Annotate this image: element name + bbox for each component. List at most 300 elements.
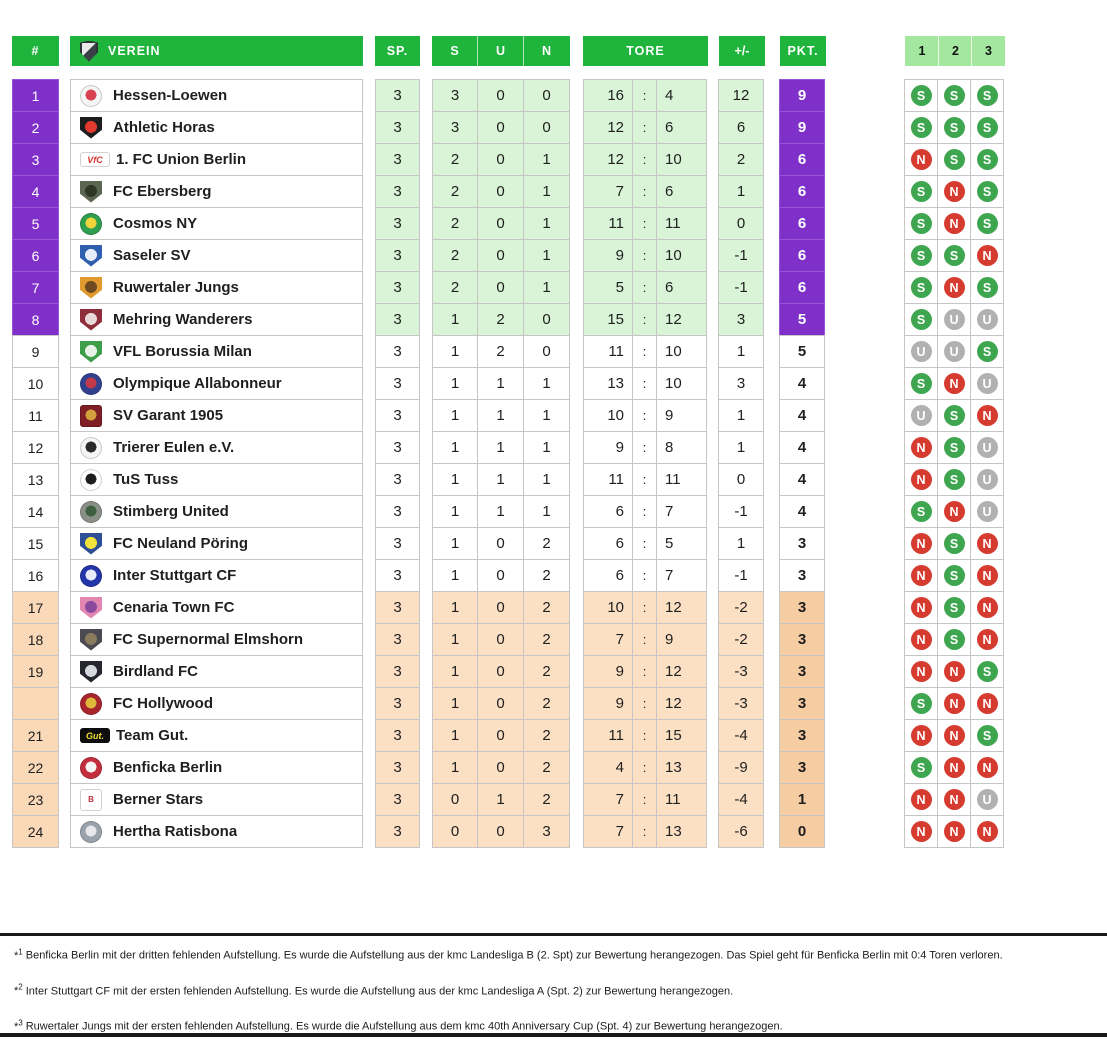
result-badge: U (911, 341, 932, 362)
wins-cell: 2 (432, 143, 478, 176)
goals-separator: : (632, 559, 657, 592)
goals-for-cell: 15 (583, 303, 633, 336)
team-name: FC Neuland Pöring (113, 535, 248, 552)
losses-cell: 1 (523, 367, 570, 400)
result-badge: U (944, 341, 965, 362)
result-badge: S (944, 437, 965, 458)
team-logo-icon: Gut. (80, 728, 110, 743)
team-cell[interactable] (70, 623, 363, 656)
result-badge: S (944, 629, 965, 650)
goals-for-cell: 7 (583, 783, 633, 816)
team-cell[interactable] (70, 111, 363, 144)
wins-cell: 1 (432, 463, 478, 496)
result-badge: S (977, 149, 998, 170)
header-draws: U (477, 36, 524, 66)
goal-diff-cell: -1 (718, 495, 764, 528)
form-cell-1 (904, 79, 938, 112)
footnote-2: *$^2$ Inter Stuttgart CF mit der ersten fehlenden Aufstellung. Es wurde die Aufstellung aus der kmc Landesliga A (Spt. 2) zur Bewertung herangezogen. (14, 982, 734, 998)
losses-cell: 3 (523, 815, 570, 848)
team-cell[interactable] (70, 143, 363, 176)
position-cell: 22 (12, 751, 59, 784)
team-logo-icon (80, 821, 102, 843)
result-badge: S (944, 149, 965, 170)
header-goal-diff: +/- (719, 36, 765, 66)
position-cell: 3 (12, 143, 59, 176)
form-cell-2 (937, 239, 971, 272)
goals-for-cell: 13 (583, 367, 633, 400)
goals-separator: : (632, 239, 657, 272)
matches-cell: 3 (375, 399, 420, 432)
team-name: Saseler SV (113, 247, 191, 264)
form-cell-3 (970, 431, 1004, 464)
form-cell-2 (937, 783, 971, 816)
form-cell-1 (904, 687, 938, 720)
goal-diff-cell: -3 (718, 687, 764, 720)
goals-against-cell: 13 (656, 751, 707, 784)
position-cell: 21 (12, 719, 59, 752)
form-cell-3 (970, 815, 1004, 848)
goals-separator: : (632, 783, 657, 816)
team-cell[interactable] (70, 335, 363, 368)
goals-against-cell: 9 (656, 399, 707, 432)
position-cell: 7 (12, 271, 59, 304)
table-row (12, 335, 1004, 368)
goals-for-cell: 7 (583, 623, 633, 656)
losses-cell: 1 (523, 207, 570, 240)
table-row (12, 143, 1004, 176)
draws-cell: 1 (477, 783, 524, 816)
bottom-border (0, 1033, 1107, 1037)
goal-diff-cell: 1 (718, 399, 764, 432)
goal-diff-cell: 3 (718, 367, 764, 400)
points-cell: 6 (779, 239, 825, 272)
result-badge: S (977, 117, 998, 138)
team-logo-icon (80, 693, 102, 715)
result-badge: U (944, 309, 965, 330)
matches-cell: 3 (375, 111, 420, 144)
matches-cell: 3 (375, 719, 420, 752)
matches-cell: 3 (375, 591, 420, 624)
losses-cell: 2 (523, 783, 570, 816)
form-cell-2 (937, 527, 971, 560)
table-row (12, 271, 1004, 304)
result-badge: N (911, 789, 932, 810)
points-cell: 3 (779, 527, 825, 560)
form-cell-3 (970, 303, 1004, 336)
goals-separator: : (632, 591, 657, 624)
goals-separator: : (632, 79, 657, 112)
draws-cell: 0 (477, 239, 524, 272)
goals-for-cell: 11 (583, 207, 633, 240)
goal-diff-cell: -9 (718, 751, 764, 784)
result-badge: S (944, 565, 965, 586)
matches-cell: 3 (375, 431, 420, 464)
goals-against-cell: 6 (656, 271, 707, 304)
goal-diff-cell: -1 (718, 239, 764, 272)
result-badge: S (977, 181, 998, 202)
position-cell: 10 (12, 367, 59, 400)
goals-against-cell: 10 (656, 335, 707, 368)
losses-cell: 2 (523, 623, 570, 656)
team-logo-icon (80, 245, 102, 267)
team-logo-icon (80, 309, 102, 331)
draws-cell: 0 (477, 527, 524, 560)
losses-cell: 0 (523, 335, 570, 368)
result-badge: S (911, 85, 932, 106)
team-cell[interactable] (70, 783, 363, 816)
goals-for-cell: 11 (583, 463, 633, 496)
position-cell: 12 (12, 431, 59, 464)
result-badge: N (944, 757, 965, 778)
team-logo-icon (80, 181, 102, 203)
result-badge: N (911, 565, 932, 586)
team-cell[interactable] (70, 463, 363, 496)
goals-for-cell: 7 (583, 175, 633, 208)
matches-cell: 3 (375, 687, 420, 720)
table-body (12, 80, 1004, 848)
goals-for-cell: 6 (583, 527, 633, 560)
form-cell-1 (904, 463, 938, 496)
result-badge: N (944, 661, 965, 682)
form-cell-2 (937, 623, 971, 656)
team-name: FC Ebersberg (113, 183, 212, 200)
goal-diff-cell: 6 (718, 111, 764, 144)
goals-against-cell: 10 (656, 239, 707, 272)
position-cell: 8 (12, 303, 59, 336)
result-badge: N (911, 437, 932, 458)
draws-cell: 0 (477, 207, 524, 240)
result-badge: S (977, 341, 998, 362)
table-header (12, 36, 1005, 66)
goals-for-cell: 11 (583, 335, 633, 368)
points-cell: 6 (779, 175, 825, 208)
matches-cell: 3 (375, 303, 420, 336)
shield-icon (80, 41, 98, 62)
form-cell-1 (904, 239, 938, 272)
form-cell-1 (904, 495, 938, 528)
form-cell-3 (970, 527, 1004, 560)
table-row (12, 655, 1004, 688)
wins-cell: 3 (432, 111, 478, 144)
result-badge: N (911, 149, 932, 170)
team-cell[interactable] (70, 815, 363, 848)
result-badge: S (911, 181, 932, 202)
table-row (12, 719, 1004, 752)
matches-cell: 3 (375, 79, 420, 112)
losses-cell: 1 (523, 143, 570, 176)
team-name: Hessen-Loewen (113, 87, 228, 104)
table-row (12, 367, 1004, 400)
goal-diff-cell: -1 (718, 271, 764, 304)
goals-separator: : (632, 111, 657, 144)
goals-for-cell: 5 (583, 271, 633, 304)
form-cell-2 (937, 207, 971, 240)
team-logo-icon (80, 661, 102, 683)
goals-for-cell: 10 (583, 591, 633, 624)
team-cell[interactable] (70, 367, 363, 400)
form-cell-1 (904, 111, 938, 144)
team-logo-icon (80, 757, 102, 779)
form-cell-2 (937, 559, 971, 592)
goal-diff-cell: 0 (718, 463, 764, 496)
result-badge: N (911, 629, 932, 650)
losses-cell: 2 (523, 591, 570, 624)
matches-cell: 3 (375, 623, 420, 656)
team-cell[interactable] (70, 399, 363, 432)
matches-cell: 3 (375, 815, 420, 848)
result-badge: N (977, 405, 998, 426)
header-goals: TORE (583, 36, 708, 66)
result-badge: N (977, 629, 998, 650)
table-row (12, 815, 1004, 848)
points-cell: 3 (779, 719, 825, 752)
draws-cell: 0 (477, 623, 524, 656)
goals-against-cell: 12 (656, 655, 707, 688)
result-badge: N (944, 277, 965, 298)
result-badge: N (911, 821, 932, 842)
wins-cell: 1 (432, 623, 478, 656)
goals-against-cell: 11 (656, 783, 707, 816)
goal-diff-cell: 0 (718, 207, 764, 240)
team-cell[interactable] (70, 303, 363, 336)
form-cell-1 (904, 527, 938, 560)
form-cell-2 (937, 815, 971, 848)
goals-against-cell: 12 (656, 303, 707, 336)
form-cell-3 (970, 751, 1004, 784)
team-name: TuS Tuss (113, 471, 179, 488)
goals-for-cell: 6 (583, 495, 633, 528)
form-cell-2 (937, 655, 971, 688)
form-cell-1 (904, 335, 938, 368)
form-cell-3 (970, 463, 1004, 496)
goals-for-cell: 12 (583, 111, 633, 144)
goal-diff-cell: -2 (718, 623, 764, 656)
result-badge: N (977, 821, 998, 842)
position-cell: 5 (12, 207, 59, 240)
draws-cell: 0 (477, 815, 524, 848)
team-logo-icon (80, 565, 102, 587)
header-form-2: 2 (938, 36, 972, 66)
team-name: Benficka Berlin (113, 759, 223, 776)
form-cell-3 (970, 623, 1004, 656)
table-row (12, 175, 1004, 208)
result-badge: S (911, 277, 932, 298)
wins-cell: 1 (432, 559, 478, 592)
team-logo-icon (80, 501, 102, 523)
goals-separator: : (632, 399, 657, 432)
team-cell[interactable] (70, 175, 363, 208)
draws-cell: 0 (477, 271, 524, 304)
losses-cell: 0 (523, 303, 570, 336)
form-cell-3 (970, 239, 1004, 272)
points-cell: 3 (779, 655, 825, 688)
header-wins: S (432, 36, 478, 66)
form-cell-1 (904, 175, 938, 208)
form-cell-2 (937, 335, 971, 368)
points-cell: 5 (779, 303, 825, 336)
team-cell[interactable] (70, 527, 363, 560)
header-form-3: 3 (971, 36, 1005, 66)
result-badge: N (944, 181, 965, 202)
team-logo-icon (80, 373, 102, 395)
matches-cell: 3 (375, 559, 420, 592)
result-badge: U (977, 373, 998, 394)
goals-separator: : (632, 303, 657, 336)
draws-cell: 1 (477, 431, 524, 464)
matches-cell: 3 (375, 751, 420, 784)
result-badge: U (977, 309, 998, 330)
result-badge: N (977, 693, 998, 714)
goal-diff-cell: 3 (718, 303, 764, 336)
draws-cell: 1 (477, 463, 524, 496)
wins-cell: 1 (432, 335, 478, 368)
losses-cell: 2 (523, 655, 570, 688)
wins-cell: 1 (432, 303, 478, 336)
form-cell-2 (937, 111, 971, 144)
goals-separator: : (632, 719, 657, 752)
table-row (12, 239, 1004, 272)
goals-for-cell: 9 (583, 655, 633, 688)
team-name: Team Gut. (116, 727, 189, 744)
matches-cell: 3 (375, 175, 420, 208)
wins-cell: 1 (432, 591, 478, 624)
team-cell[interactable] (70, 687, 363, 720)
goals-for-cell: 12 (583, 143, 633, 176)
table-row (12, 79, 1004, 112)
goals-for-cell: 9 (583, 239, 633, 272)
result-badge: N (944, 821, 965, 842)
position-cell: 11 (12, 399, 59, 432)
matches-cell: 3 (375, 239, 420, 272)
result-badge: S (977, 277, 998, 298)
result-badge: S (977, 725, 998, 746)
form-cell-2 (937, 79, 971, 112)
table-row (12, 207, 1004, 240)
team-logo-icon (80, 85, 102, 107)
points-cell: 3 (779, 559, 825, 592)
result-badge: N (977, 533, 998, 554)
draws-cell: 1 (477, 399, 524, 432)
team-cell[interactable] (70, 751, 363, 784)
result-badge: U (977, 437, 998, 458)
wins-cell: 2 (432, 239, 478, 272)
points-cell: 6 (779, 207, 825, 240)
team-name: Cosmos NY (113, 215, 198, 232)
header-matches: SP. (375, 36, 420, 66)
form-cell-3 (970, 271, 1004, 304)
goals-for-cell: 11 (583, 719, 633, 752)
goal-diff-cell: -4 (718, 783, 764, 816)
team-cell[interactable] (70, 655, 363, 688)
wins-cell: 1 (432, 655, 478, 688)
losses-cell: 2 (523, 719, 570, 752)
goal-diff-cell: -2 (718, 591, 764, 624)
team-cell[interactable] (70, 271, 363, 304)
goal-diff-cell: -6 (718, 815, 764, 848)
losses-cell: 2 (523, 751, 570, 784)
form-cell-1 (904, 623, 938, 656)
result-badge: S (944, 117, 965, 138)
draws-cell: 2 (477, 303, 524, 336)
goal-diff-cell: -4 (718, 719, 764, 752)
team-name: Athletic Horas (113, 119, 215, 136)
goals-against-cell: 15 (656, 719, 707, 752)
position-cell: 1 (12, 79, 59, 112)
team-cell[interactable] (70, 719, 363, 752)
form-cell-3 (970, 783, 1004, 816)
form-cell-2 (937, 751, 971, 784)
losses-cell: 2 (523, 527, 570, 560)
goals-for-cell: 4 (583, 751, 633, 784)
form-cell-3 (970, 719, 1004, 752)
team-cell[interactable] (70, 239, 363, 272)
team-logo-icon (80, 117, 102, 139)
result-badge: N (944, 789, 965, 810)
position-cell: 16 (12, 559, 59, 592)
result-badge: S (911, 213, 932, 234)
table-row (12, 623, 1004, 656)
form-cell-2 (937, 463, 971, 496)
result-badge: S (977, 85, 998, 106)
goal-diff-cell: -3 (718, 655, 764, 688)
draws-cell: 0 (477, 751, 524, 784)
goals-for-cell: 6 (583, 559, 633, 592)
team-name: VFL Borussia Milan (113, 343, 252, 360)
form-cell-1 (904, 431, 938, 464)
team-cell[interactable] (70, 207, 363, 240)
table-row (12, 111, 1004, 144)
goals-against-cell: 9 (656, 623, 707, 656)
losses-cell: 2 (523, 559, 570, 592)
result-badge: N (944, 725, 965, 746)
team-cell[interactable] (70, 559, 363, 592)
form-cell-2 (937, 687, 971, 720)
form-cell-3 (970, 335, 1004, 368)
form-cell-1 (904, 367, 938, 400)
table-row (12, 687, 1004, 720)
team-cell[interactable] (70, 591, 363, 624)
result-badge: N (977, 245, 998, 266)
goals-for-cell: 9 (583, 687, 633, 720)
form-cell-2 (937, 271, 971, 304)
team-name: Stimberg United (113, 503, 229, 520)
team-name: 1. FC Union Berlin (116, 151, 247, 168)
points-cell: 3 (779, 751, 825, 784)
matches-cell: 3 (375, 143, 420, 176)
team-cell[interactable] (70, 495, 363, 528)
goals-separator: : (632, 751, 657, 784)
draws-cell: 0 (477, 559, 524, 592)
team-logo-icon: B (80, 789, 102, 811)
goals-separator: : (632, 495, 657, 528)
team-name: Berner Stars (113, 791, 204, 808)
team-name: FC Supernormal Elmshorn (113, 631, 304, 648)
team-cell[interactable] (70, 431, 363, 464)
points-cell: 9 (779, 111, 825, 144)
result-badge: N (977, 757, 998, 778)
draws-cell: 0 (477, 591, 524, 624)
team-cell[interactable] (70, 79, 363, 112)
losses-cell: 0 (523, 111, 570, 144)
goals-against-cell: 13 (656, 815, 707, 848)
losses-cell: 1 (523, 239, 570, 272)
team-name: SV Garant 1905 (113, 407, 224, 424)
points-cell: 4 (779, 399, 825, 432)
matches-cell: 3 (375, 463, 420, 496)
form-cell-3 (970, 495, 1004, 528)
losses-cell: 1 (523, 463, 570, 496)
form-cell-3 (970, 143, 1004, 176)
